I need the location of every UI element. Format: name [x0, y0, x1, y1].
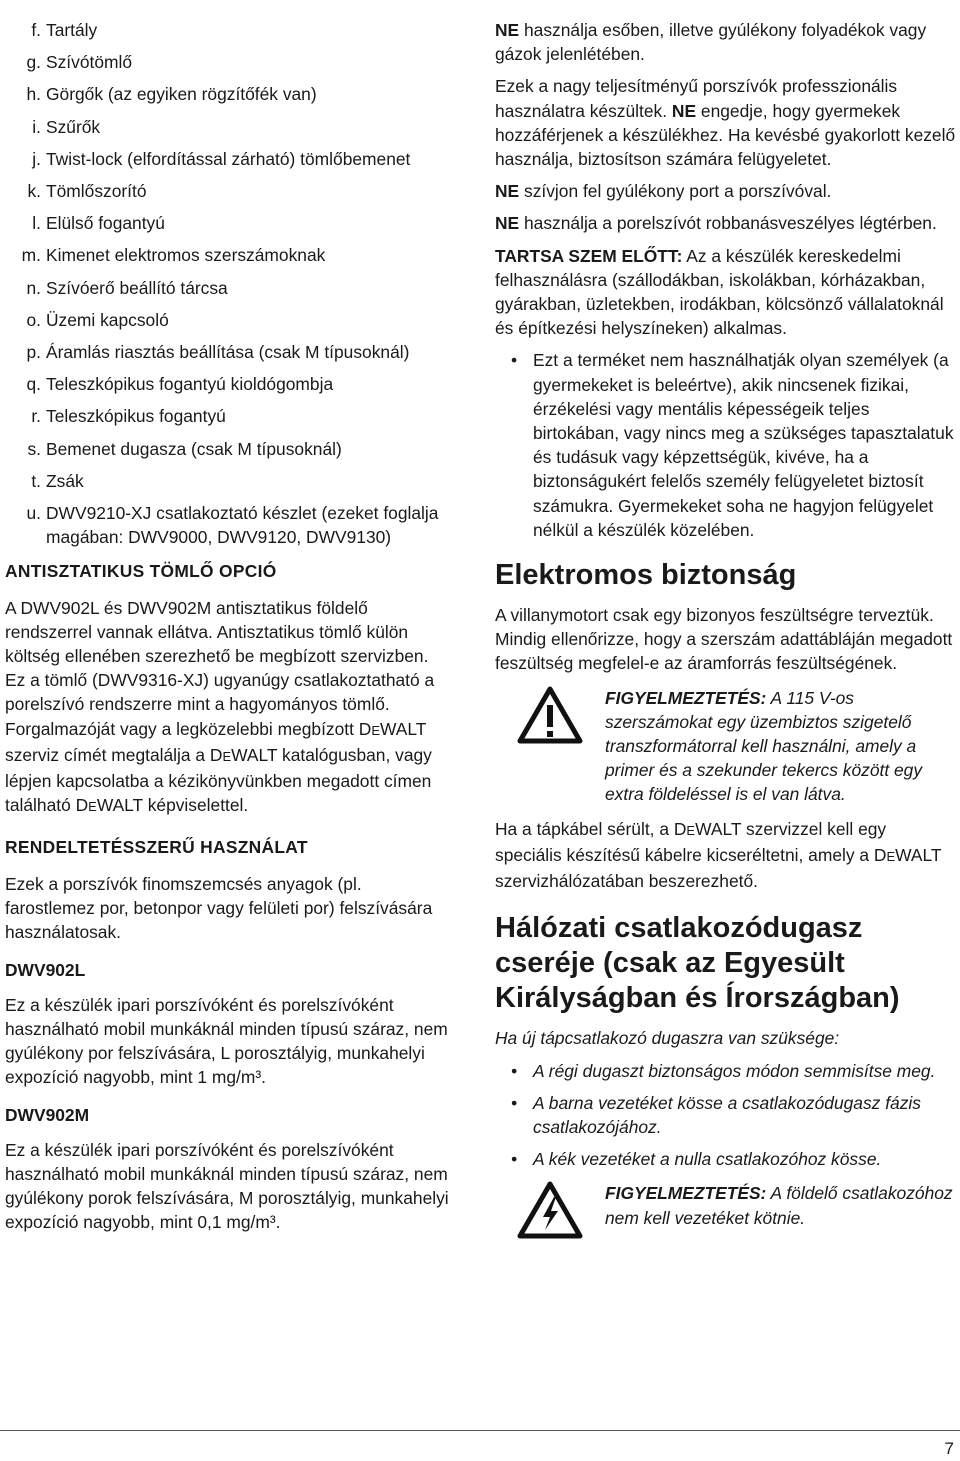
list-item-letter: o. — [26, 309, 41, 330]
list-item-letter: m. — [21, 245, 41, 266]
page-number: 7 — [944, 1439, 954, 1458]
rain-warning: NE használja esőben, illetve gyúlékony folyadékok vagy gázok jelenlétében. — [495, 20, 927, 65]
list-item-letter: g. — [26, 52, 41, 73]
model-dwv902m-heading: DWV902M — [5, 1105, 90, 1126]
plug-bullets — [495, 1059, 957, 1172]
antistatic-heading: ANTISZTATIKUS TÖMLŐ OPCIÓ — [5, 561, 277, 582]
parts-list — [5, 18, 452, 549]
footer-rule — [0, 1430, 960, 1431]
list-item-letter: u. — [26, 503, 41, 524]
plug-replacement-heading: Hálózati csatlakozódugasz cseréje (csak az Egyesült Királyságban és Írországban) — [495, 912, 900, 1015]
list-item — [5, 501, 452, 549]
model-dwv902l-heading: DWV902L — [5, 960, 86, 981]
list-item — [5, 50, 452, 74]
list-item — [5, 211, 452, 235]
intended-use-text: Ezek a porszívók finomszemcsés anyagok (pl. farostlemez por, betonpor vagy felületi por) felszívására használatosak. — [5, 873, 433, 943]
list-item — [5, 469, 452, 493]
list-item-text: Kimenet elektromos szerszámoknak — [46, 245, 326, 266]
list-item — [5, 340, 452, 364]
list-item — [5, 147, 452, 171]
list-item-text: Szívótömlő — [46, 52, 133, 73]
explosive-atmosphere-warning: NE használja a porelszívót robbanásveszélyes légtérben. — [495, 213, 937, 234]
list-item-letter: s. — [27, 438, 41, 459]
intended-use-heading: RENDELTETÉSSZERŰ HASZNÁLAT — [5, 837, 308, 858]
list-item-text: Szűrők — [46, 116, 101, 137]
safety-bullets — [495, 348, 957, 542]
bullet-text: A barna vezetéket kösse a csatlakozódugasz fázis csatlakozójához. — [533, 1092, 921, 1137]
list-item-text: Zsák — [46, 470, 84, 491]
model-dwv902m-text: Ez a készülék ipari porszívóként és porelszívóként használható mobil munkáknál minden típusú száraz, nem gyúlékony porok felszívására, M porosztályig, munkahelyi expozíció nagyobb, mint 0,1 mg/m³. — [5, 1139, 449, 1233]
list-item — [495, 1059, 957, 1083]
list-item — [5, 18, 452, 42]
electric-shock-icon — [495, 1181, 605, 1239]
antistatic-paragraph: A DWV902L és DWV902M antisztatikus földelő rendszerrel vannak ellátva. Antisztatikus tömlő külön költség ellenében szerezhető be megbízott szervizben. Ez a tömlő (DWV9316-XJ) ugyanúgy csatlakoztatható a porelszívó rendszerre mint a hagyományos tömlő. Forgalmazóját vagy a legközelebbi megbízott DEWALT szerviz címét megtalálja a DEWALT katalógusban, vagy lépjen kapcsolatba a kézikönyvünkben megadott címen található DEWALT képviselettel. — [5, 597, 435, 816]
list-item — [495, 1147, 957, 1171]
list-item-text: Tömlőszorító — [46, 181, 147, 202]
warning-earth: FIGYELMEZTETÉS: A földelő csatlakozóhoz nem kell vezetéket kötnie. — [495, 1181, 957, 1239]
list-item-text: Teleszkópikus fogantyú kioldógombja — [46, 374, 334, 395]
list-item-text: Áramlás riasztás beállítása (csak M típusoknál) — [46, 342, 410, 363]
list-item-letter: l. — [32, 213, 41, 234]
bullet-dot: • — [511, 1092, 518, 1113]
model-dwv902l-text: Ez a készülék ipari porszívóként és porelszívóként használható mobil munkáknál minden típusú száraz, nem gyúlékony por felszívására, L porosztályig, munkahelyi expozíció nagyobb, mint 1 mg/m³. — [5, 994, 448, 1088]
cable-replacement-text: Ha a tápkábel sérült, a DEWALT szervizzel kell egy speciális készítésű kábelre kicseréltetni, amely a DEWALT szervizhálózatában beszerezhető. — [495, 818, 942, 892]
list-item — [5, 404, 452, 428]
list-item-text: Elülső fogantyú — [46, 213, 165, 234]
list-item — [5, 179, 452, 203]
list-item-letter: t. — [31, 470, 41, 491]
electrical-safety-heading: Elektromos biztonság — [495, 559, 797, 592]
commercial-use-note: TARTSA SZEM ELŐTT: Az a készülék kereskedelmi felhasználásra (szállodákban, iskolákban, kórházakban, gyárakban, üzletekben, irodákban, kölcsönző vállalatoknál és építkezési helyszíneken) alkalmas. — [495, 245, 944, 339]
list-item-letter: f. — [31, 20, 41, 40]
list-item-letter: h. — [26, 84, 41, 105]
list-item-letter: j. — [32, 148, 41, 169]
list-item — [5, 308, 452, 332]
list-item-letter: r. — [31, 406, 41, 427]
right-column — [495, 18, 957, 1249]
warning-triangle-icon — [495, 686, 605, 807]
warning-115v: FIGYELMEZTETÉS: A 115 V-os szerszámokat egy üzembiztos szigetelő transzformátorral kell használni, amely a primer és a szekunder tekercs között egy extra földeléssel is el van látva. — [495, 686, 957, 807]
list-item-text: Bemenet dugasza (csak M típusoknál) — [46, 438, 342, 459]
list-item-letter: p. — [26, 342, 41, 363]
list-item — [495, 1091, 957, 1139]
flammable-dust-warning: NE szívjon fel gyúlékony port a porszívóval. — [495, 181, 832, 202]
list-item-text: Szívóerő beállító tárcsa — [46, 277, 228, 298]
bullet-dot: • — [511, 1060, 518, 1081]
list-item-letter: i. — [32, 116, 41, 137]
list-item: • Ezt a terméket nem használhatják olyan személyek (a gyermekeket is beleértve), akik nincsenek fizikai, érzékelési vagy mentális képességeik teljes birtokában, vagy nincs meg a szükséges tapasztalatuk és tudásuk vagy képzettségük, kivéve, ha a biztonságukért felelős személy felügyeletet biztosít számukra. Gyermekeket soha ne hagyjon felügyelet nélkül a készülék közelében. — [511, 350, 954, 540]
bullet-text: A régi dugaszt biztonságos módon semmisítse meg. — [533, 1060, 936, 1081]
list-item-letter: k. — [27, 181, 41, 202]
bullet-dot: • — [511, 1149, 518, 1170]
list-item — [5, 276, 452, 300]
professional-use-note: Ezek a nagy teljesítményű porszívók professzionális használatra készültek. NE engedje, hogy gyermekek hozzáférjenek a készülékhez. Ha kevésbé gyakorlott kezelő használja, biztosítson számára felügyeletet. — [495, 76, 956, 170]
list-item-text: Twist-lock (elfordítással zárható) tömlőbemenet — [46, 148, 411, 169]
list-item — [5, 115, 452, 139]
plug-intro: Ha új tápcsatlakozó dugaszra van szüksége: — [495, 1028, 840, 1049]
list-item-text: Teleszkópikus fogantyú — [46, 406, 226, 427]
list-item-text: Üzemi kapcsoló — [46, 309, 169, 330]
bullet-text: A kék vezetéket a nulla csatlakozóhoz kösse. — [533, 1149, 882, 1170]
list-item — [5, 243, 452, 267]
list-item — [5, 82, 452, 106]
list-item-text: DWV9210-XJ csatlakoztató készlet (ezeket foglalja magában: DWV9000, DWV9120, DWV9130) — [46, 503, 439, 548]
list-item-letter: n. — [26, 277, 41, 298]
list-item-text: Görgők (az egyiken rögzítőfék van) — [46, 84, 317, 105]
electrical-safety-text: A villanymotort csak egy bizonyos feszültségre terveztük. Mindig ellenőrizze, hogy a szerszám adattábláján megadott feszültség megfelel-e az áramforrás feszültségének. — [495, 605, 953, 674]
list-item — [5, 437, 452, 461]
left-column — [5, 18, 452, 1242]
list-item-text: Tartály — [46, 20, 98, 40]
list-item — [5, 372, 452, 396]
list-item-letter: q. — [26, 374, 41, 395]
